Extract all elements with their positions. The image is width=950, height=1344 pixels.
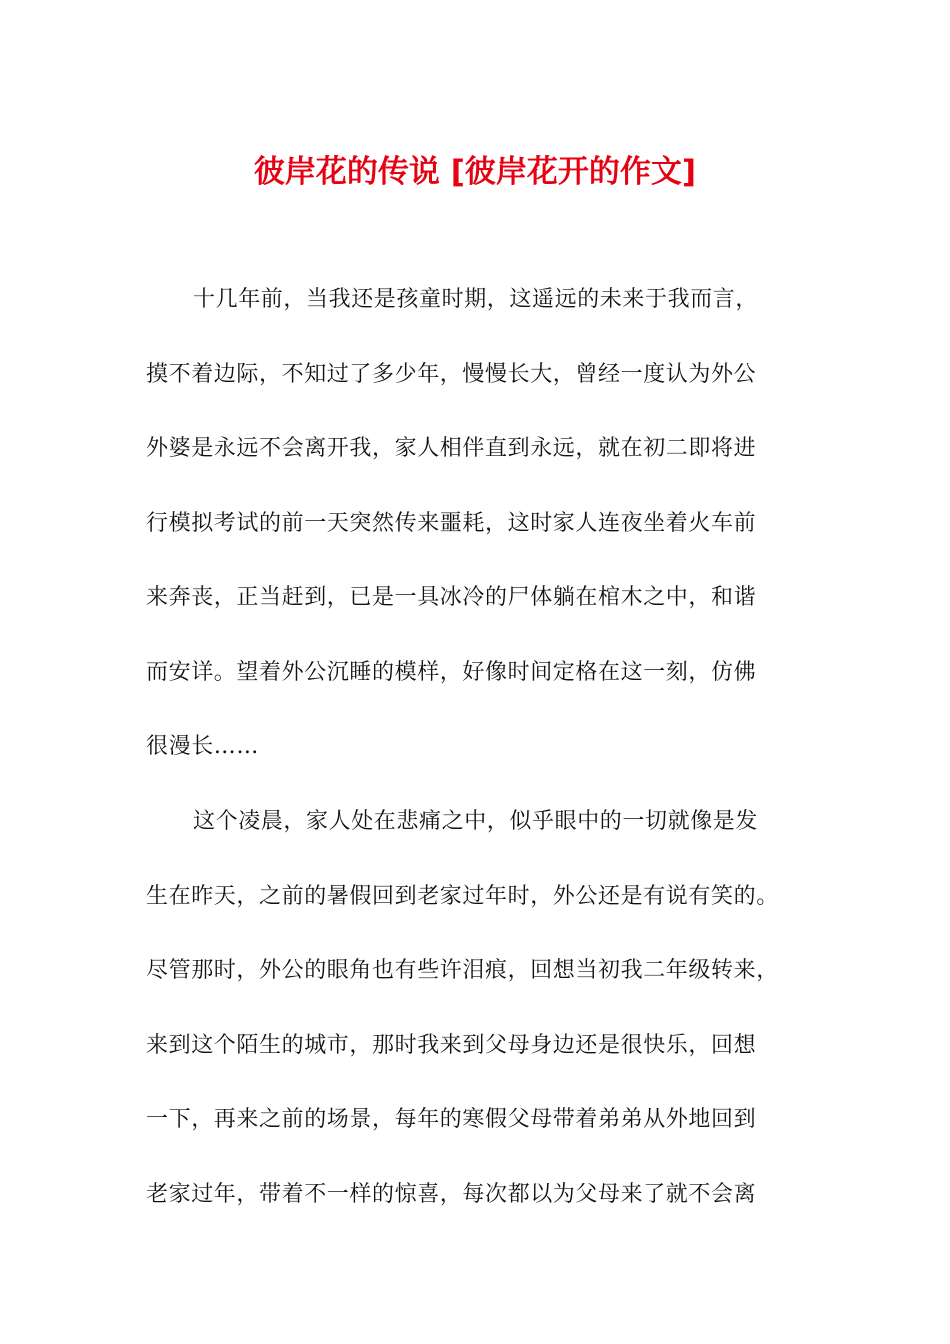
paragraph-line: 行模拟考试的前一天突然传来噩耗，这时家人连夜坐着火车前 (146, 511, 757, 536)
paragraph-line: 外婆是永远不会离开我，家人相伴直到永远，就在初二即将进 (146, 436, 757, 461)
paragraph-line: 老家过年，带着不一样的惊喜，每次都以为父母来了就不会离 (146, 1182, 757, 1207)
paragraph-line: 而安详。望着外公沉睡的模样，好像时间定格在这一刻，仿佛 (146, 660, 757, 685)
document-title: 彼岸花的传说 [彼岸花开的作文] (253, 154, 697, 190)
paragraph-line: 尽管那时，外公的眼角也有些许泪痕，回想当初我二年级转来， (146, 958, 779, 983)
paragraph-line: 十几年前，当我还是孩童时期，这遥远的未来于我而言， (193, 287, 759, 312)
paragraph-line: 很漫长…… (146, 734, 260, 759)
paragraph-line: 来奔丧，正当赶到，已是一具冰冷的尸体躺在棺木之中，和谐 (146, 585, 757, 610)
paragraph-line: 生在昨天，之前的暑假回到老家过年时，外公还是有说有笑的。 (146, 884, 779, 909)
paragraph-line: 这个凌晨，家人处在悲痛之中，似乎眼中的一切就像是发 (193, 809, 759, 834)
paragraph-line: 摸不着边际，不知过了多少年，慢慢长大，曾经一度认为外公 (146, 362, 757, 387)
paragraph-line: 来到这个陌生的城市，那时我来到父母身边还是很快乐，回想 (146, 1033, 757, 1058)
paragraph-line: 一下，再来之前的场景，每年的寒假父母带着弟弟从外地回到 (146, 1107, 757, 1132)
